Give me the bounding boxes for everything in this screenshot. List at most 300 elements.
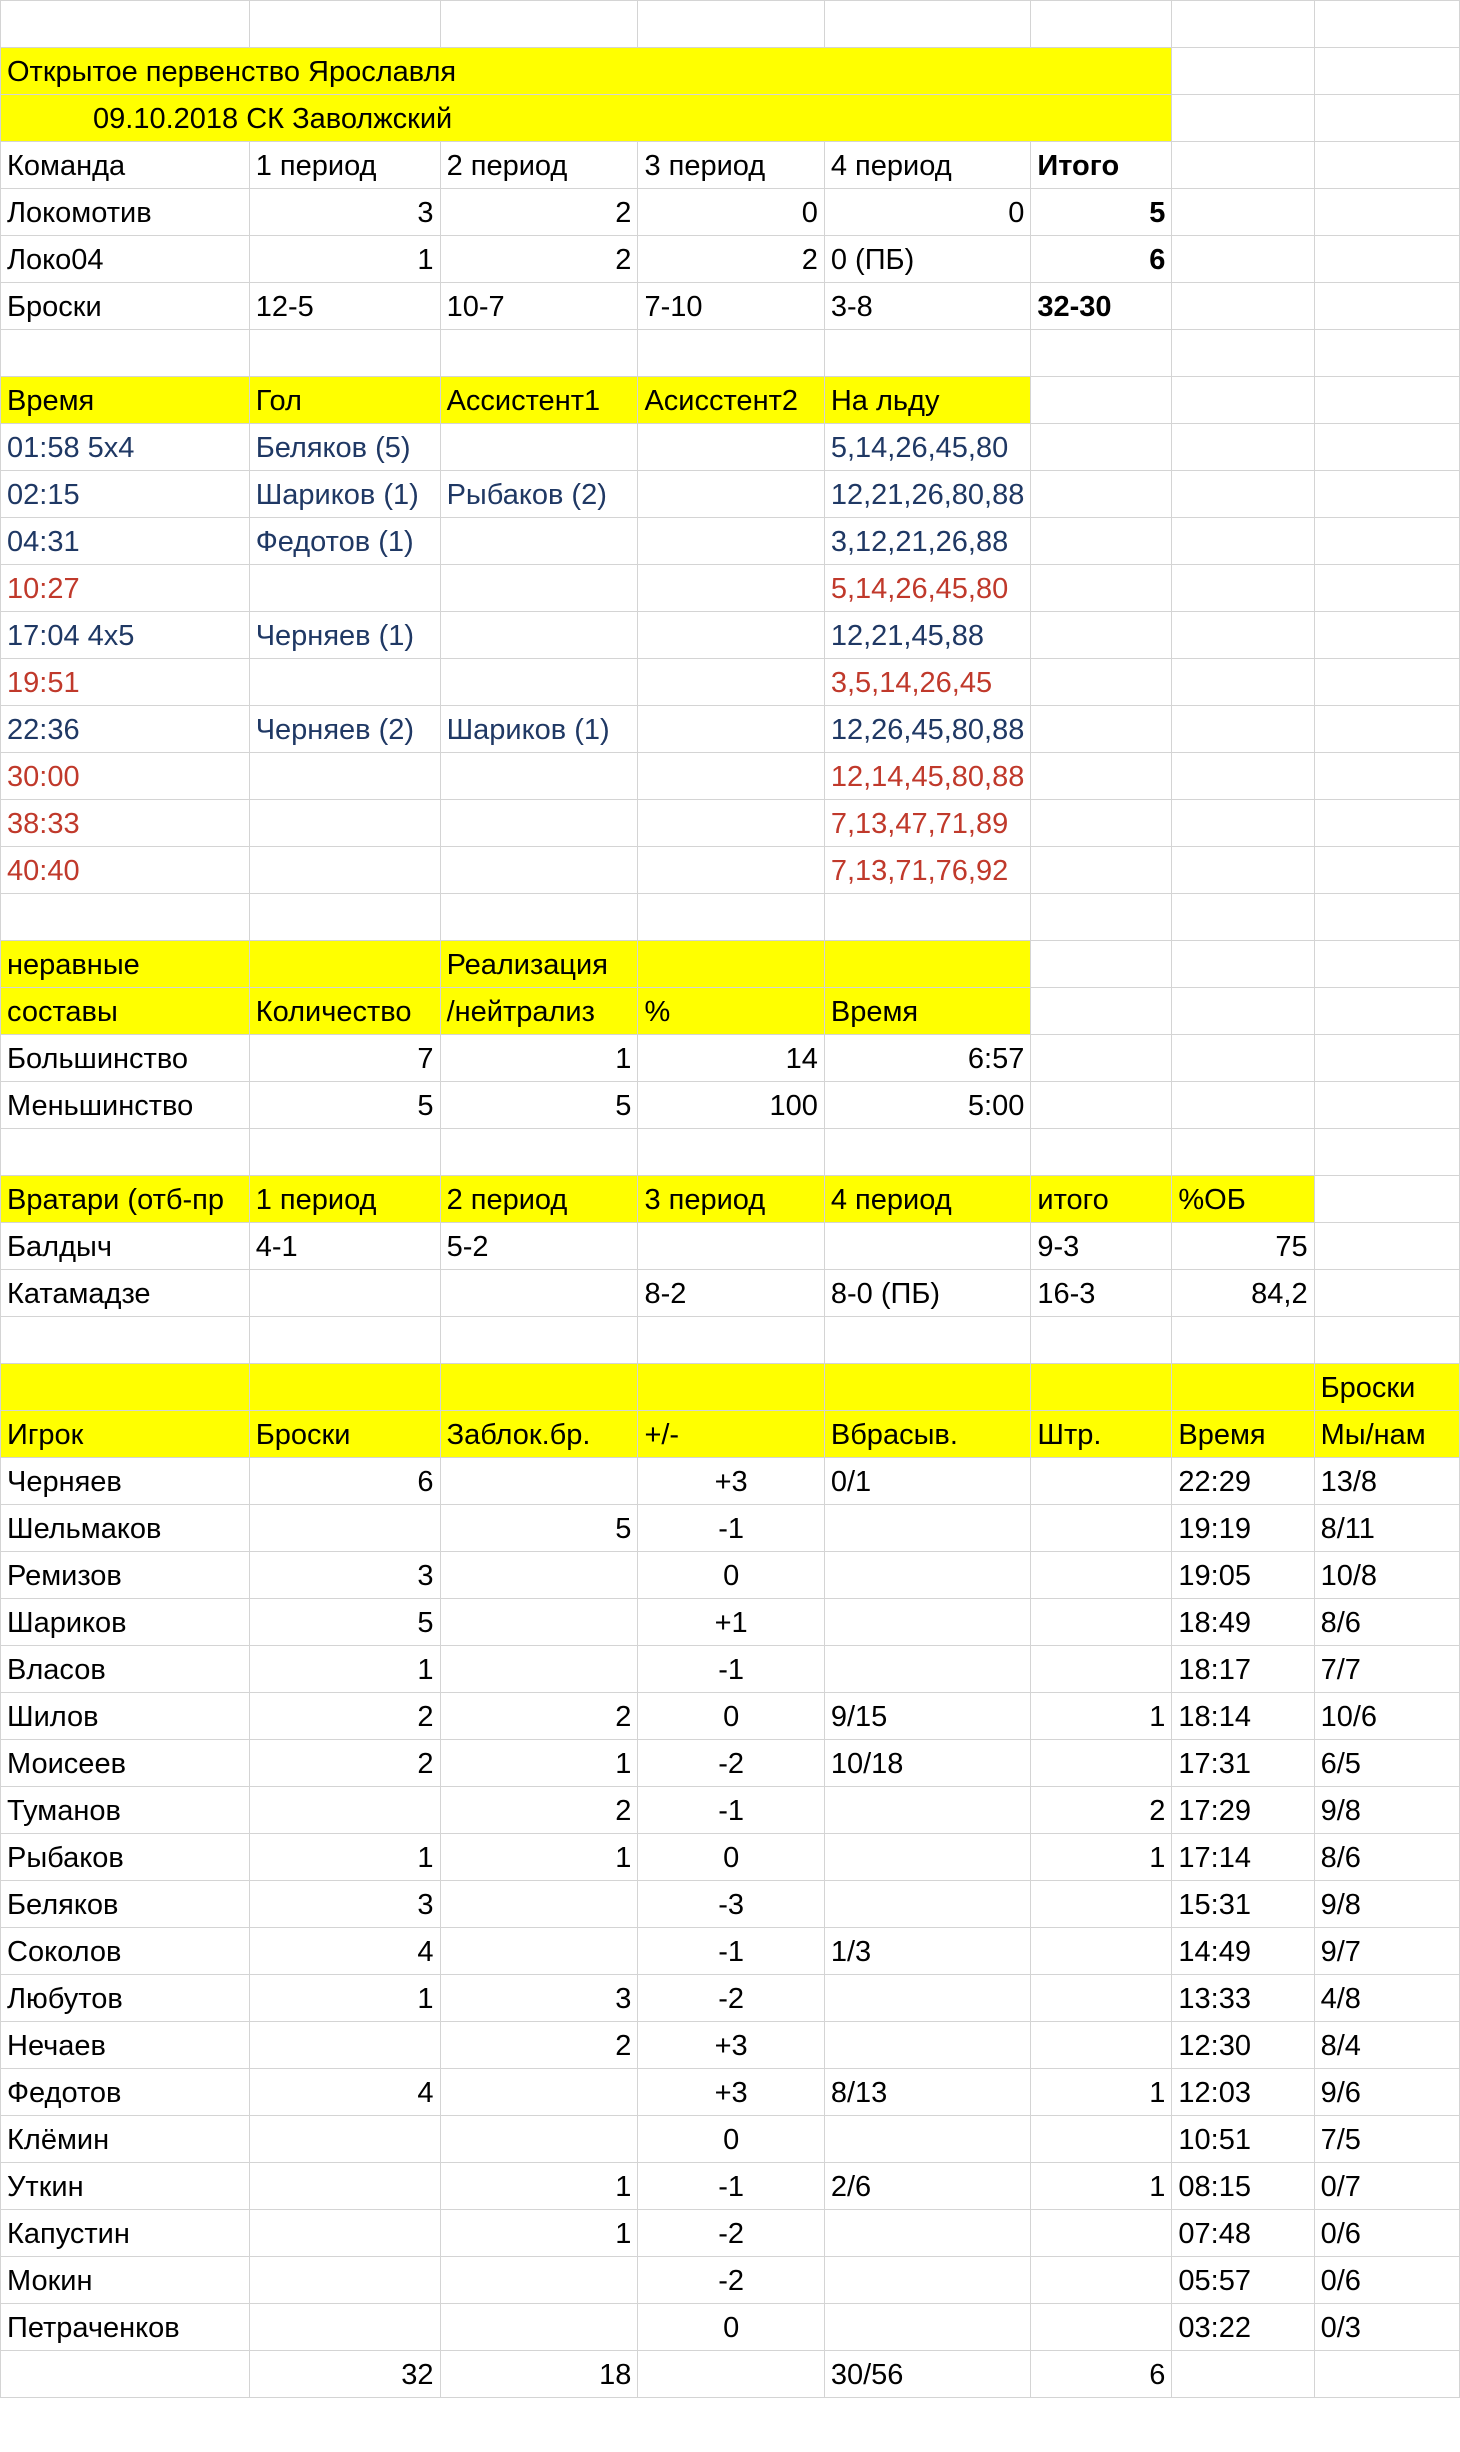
special-header[interactable]: составы [1,988,250,1035]
player-stat[interactable]: 0/1 [824,1458,1031,1505]
player-name[interactable]: Ремизов [1,1552,250,1599]
score-header[interactable]: 3 период [638,142,824,189]
goalie-value[interactable] [824,1223,1031,1270]
special-value[interactable]: 1 [440,1035,638,1082]
score-header[interactable]: 1 период [249,142,440,189]
player-stat[interactable] [440,2257,638,2304]
player-stat[interactable] [824,1787,1031,1834]
player-stat[interactable] [1031,1928,1172,1975]
special-value[interactable]: 100 [638,1082,824,1129]
goalie-value[interactable] [440,1270,638,1317]
player-stat[interactable]: 07:48 [1172,2210,1314,2257]
goalie-value[interactable]: 8-0 (ПБ) [824,1270,1031,1317]
player-stat[interactable]: 0 [638,2116,824,2163]
goal-on-ice[interactable]: 12,21,26,80,88 [824,471,1031,518]
empty-cell[interactable] [1172,565,1314,612]
player-stat[interactable] [249,2257,440,2304]
empty-cell[interactable] [1314,659,1459,706]
player-stat[interactable]: 0 [638,1552,824,1599]
goalie-value[interactable] [249,1270,440,1317]
team-name[interactable]: Локо04 [1,236,250,283]
player-total[interactable]: 32 [249,2351,440,2398]
empty-cell[interactable] [1,1317,250,1364]
empty-cell[interactable] [1031,847,1172,894]
empty-cell[interactable] [1172,1129,1314,1176]
player-name[interactable]: Любутов [1,1975,250,2022]
player-stat[interactable]: 9/8 [1314,1881,1459,1928]
player-stat[interactable] [440,2069,638,2116]
empty-cell[interactable] [824,1317,1031,1364]
player-total[interactable]: 18 [440,2351,638,2398]
empty-cell[interactable] [1172,377,1314,424]
goalie-header[interactable]: 4 период [824,1176,1031,1223]
player-stat[interactable]: 0 [638,1834,824,1881]
goals-header[interactable]: Асисстент2 [638,377,824,424]
player-stat[interactable] [440,1928,638,1975]
empty-cell[interactable] [1314,800,1459,847]
player-name[interactable]: Шилов [1,1693,250,1740]
goal-assist2[interactable] [638,847,824,894]
score-value[interactable]: 2 [440,236,638,283]
goal-time[interactable]: 04:31 [1,518,250,565]
player-stat[interactable]: 9/15 [824,1693,1031,1740]
special-header[interactable] [638,941,824,988]
player-header[interactable] [249,1364,440,1411]
player-stat[interactable] [249,2116,440,2163]
empty-cell[interactable] [1031,377,1172,424]
empty-cell[interactable] [1172,612,1314,659]
player-stat[interactable]: 1 [440,2210,638,2257]
empty-cell[interactable] [824,330,1031,377]
player-stat[interactable]: -2 [638,2210,824,2257]
empty-cell[interactable] [1172,800,1314,847]
goal-time[interactable]: 17:04 4x5 [1,612,250,659]
player-stat[interactable]: 10/6 [1314,1693,1459,1740]
player-stat[interactable]: 0/7 [1314,2163,1459,2210]
empty-cell[interactable] [1172,142,1314,189]
score-value[interactable]: 0 [638,189,824,236]
empty-cell[interactable] [1031,1129,1172,1176]
empty-cell[interactable] [1172,988,1314,1035]
player-stat[interactable]: 7/7 [1314,1646,1459,1693]
goal-scorer[interactable] [249,847,440,894]
player-stat[interactable] [824,1552,1031,1599]
empty-cell[interactable] [824,1,1031,48]
empty-cell[interactable] [440,1,638,48]
player-stat[interactable]: 8/4 [1314,2022,1459,2069]
player-stat[interactable]: 4 [249,1928,440,1975]
player-stat[interactable] [249,2022,440,2069]
player-name[interactable]: Уткин [1,2163,250,2210]
player-stat[interactable]: 1 [440,1834,638,1881]
player-stat[interactable]: 2 [1031,1787,1172,1834]
player-name[interactable]: Черняев [1,1458,250,1505]
empty-cell[interactable] [249,330,440,377]
player-stat[interactable] [1031,2257,1172,2304]
goalie-header[interactable]: 3 период [638,1176,824,1223]
player-stat[interactable]: 17:31 [1172,1740,1314,1787]
player-stat[interactable]: 10:51 [1172,2116,1314,2163]
player-stat[interactable]: 1 [440,1740,638,1787]
empty-cell[interactable] [1314,1317,1459,1364]
goal-scorer[interactable] [249,753,440,800]
goal-scorer[interactable]: Черняев (1) [249,612,440,659]
player-stat[interactable]: 19:05 [1172,1552,1314,1599]
player-stat[interactable]: 1 [1031,2163,1172,2210]
empty-cell[interactable] [1031,471,1172,518]
player-stat[interactable]: 4/8 [1314,1975,1459,2022]
empty-cell[interactable] [1172,1035,1314,1082]
empty-cell[interactable] [1031,800,1172,847]
score-header[interactable]: 2 период [440,142,638,189]
goal-scorer[interactable]: Беляков (5) [249,424,440,471]
special-header[interactable] [249,941,440,988]
player-stat[interactable]: 1 [1031,2069,1172,2116]
score-header[interactable]: 4 период [824,142,1031,189]
player-stat[interactable]: 2 [249,1693,440,1740]
empty-cell[interactable] [1314,330,1459,377]
player-header[interactable] [1031,1364,1172,1411]
empty-cell[interactable] [1314,1270,1459,1317]
player-stat[interactable]: 10/18 [824,1740,1031,1787]
special-header[interactable]: Количество [249,988,440,1035]
score-value[interactable]: 0 [824,189,1031,236]
empty-cell[interactable] [1314,894,1459,941]
player-header[interactable]: Игрок [1,1411,250,1458]
special-value[interactable]: 5 [440,1082,638,1129]
goal-assist2[interactable] [638,800,824,847]
player-stat[interactable]: 9/7 [1314,1928,1459,1975]
player-stat[interactable]: +3 [638,2069,824,2116]
player-stat[interactable]: 18:17 [1172,1646,1314,1693]
player-stat[interactable]: 14:49 [1172,1928,1314,1975]
empty-cell[interactable] [249,1129,440,1176]
goal-time[interactable]: 01:58 5x4 [1,424,250,471]
goalie-value[interactable]: 84,2 [1172,1270,1314,1317]
player-stat[interactable] [824,2116,1031,2163]
empty-cell[interactable] [1031,706,1172,753]
player-stat[interactable]: -2 [638,1975,824,2022]
empty-cell[interactable] [1,894,250,941]
goal-time[interactable]: 22:36 [1,706,250,753]
goal-assist2[interactable] [638,753,824,800]
player-header[interactable] [1,1364,250,1411]
player-total[interactable]: 6 [1031,2351,1172,2398]
player-stat[interactable] [824,1881,1031,1928]
player-stat[interactable] [440,1552,638,1599]
empty-cell[interactable] [1031,1035,1172,1082]
special-header[interactable] [824,941,1031,988]
special-value[interactable]: 7 [249,1035,440,1082]
goal-time[interactable]: 40:40 [1,847,250,894]
player-stat[interactable]: 0/6 [1314,2210,1459,2257]
player-stat[interactable]: 13/8 [1314,1458,1459,1505]
player-stat[interactable]: 10/8 [1314,1552,1459,1599]
special-value[interactable]: 5:00 [824,1082,1031,1129]
goal-assist2[interactable] [638,518,824,565]
goal-time[interactable]: 38:33 [1,800,250,847]
player-stat[interactable] [824,1599,1031,1646]
empty-cell[interactable] [1314,518,1459,565]
player-stat[interactable]: 2/6 [824,2163,1031,2210]
special-value[interactable]: 6:57 [824,1035,1031,1082]
sheet-subtitle[interactable]: 09.10.2018 СК Заволжский [1,95,1172,142]
player-stat[interactable]: 4 [249,2069,440,2116]
goal-on-ice[interactable]: 12,14,45,80,88 [824,753,1031,800]
special-label[interactable]: Большинство [1,1035,250,1082]
score-header[interactable]: Итого [1031,142,1172,189]
goal-time[interactable]: 19:51 [1,659,250,706]
empty-cell[interactable] [249,1,440,48]
empty-cell[interactable] [1031,894,1172,941]
goal-on-ice[interactable]: 7,13,71,76,92 [824,847,1031,894]
player-stat[interactable]: 12:03 [1172,2069,1314,2116]
player-stat[interactable]: 2 [440,2022,638,2069]
goal-assist1[interactable] [440,847,638,894]
special-value[interactable]: 14 [638,1035,824,1082]
player-stat[interactable]: 1 [1031,1693,1172,1740]
empty-cell[interactable] [1172,48,1314,95]
empty-cell[interactable] [1031,753,1172,800]
goal-scorer[interactable] [249,659,440,706]
goalie-value[interactable]: 9-3 [1031,1223,1172,1270]
empty-cell[interactable] [1172,753,1314,800]
empty-cell[interactable] [1031,1082,1172,1129]
goal-on-ice[interactable]: 12,21,45,88 [824,612,1031,659]
empty-cell[interactable] [1172,236,1314,283]
player-total[interactable] [1,2351,250,2398]
empty-cell[interactable] [1031,330,1172,377]
empty-cell[interactable] [1314,1,1459,48]
player-header[interactable]: Броски [249,1411,440,1458]
empty-cell[interactable] [638,1317,824,1364]
empty-cell[interactable] [824,1129,1031,1176]
team-name[interactable]: Локомотив [1,189,250,236]
player-stat[interactable] [824,1646,1031,1693]
goal-time[interactable]: 30:00 [1,753,250,800]
player-total[interactable]: 30/56 [824,2351,1031,2398]
empty-cell[interactable] [1172,518,1314,565]
goalie-value[interactable]: 75 [1172,1223,1314,1270]
goalie-header[interactable]: %ОБ [1172,1176,1314,1223]
player-stat[interactable]: 18:49 [1172,1599,1314,1646]
player-stat[interactable]: 3 [249,1881,440,1928]
goalie-header[interactable]: Вратари (отб-пр [1,1176,250,1223]
goal-on-ice[interactable]: 12,26,45,80,88 [824,706,1031,753]
empty-cell[interactable] [1314,1129,1459,1176]
player-stat[interactable]: +3 [638,2022,824,2069]
empty-cell[interactable] [440,1129,638,1176]
player-stat[interactable]: 0/6 [1314,2257,1459,2304]
goal-assist1[interactable] [440,565,638,612]
player-stat[interactable]: 05:57 [1172,2257,1314,2304]
player-header[interactable]: Броски [1314,1364,1459,1411]
player-stat[interactable]: 5 [440,1505,638,1552]
player-stat[interactable] [440,1646,638,1693]
special-header[interactable]: % [638,988,824,1035]
goal-on-ice[interactable]: 3,12,21,26,88 [824,518,1031,565]
player-stat[interactable] [440,1599,638,1646]
goal-scorer[interactable] [249,565,440,612]
empty-cell[interactable] [1314,95,1459,142]
player-stat[interactable] [440,1881,638,1928]
empty-cell[interactable] [638,1129,824,1176]
player-name[interactable]: Капустин [1,2210,250,2257]
score-value[interactable]: 32-30 [1031,283,1172,330]
goalie-value[interactable]: 8-2 [638,1270,824,1317]
score-value[interactable]: 5 [1031,189,1172,236]
empty-cell[interactable] [1172,1317,1314,1364]
empty-cell[interactable] [638,894,824,941]
player-stat[interactable] [1031,1599,1172,1646]
empty-cell[interactable] [1172,894,1314,941]
empty-cell[interactable] [1031,424,1172,471]
player-stat[interactable] [1031,1975,1172,2022]
empty-cell[interactable] [1314,941,1459,988]
player-stat[interactable]: 9/8 [1314,1787,1459,1834]
player-stat[interactable] [440,2304,638,2351]
empty-cell[interactable] [1031,518,1172,565]
special-header[interactable]: Реализация [440,941,638,988]
goals-header[interactable]: Ассистент1 [440,377,638,424]
goal-assist2[interactable] [638,659,824,706]
player-name[interactable]: Моисеев [1,1740,250,1787]
empty-cell[interactable] [1172,424,1314,471]
goalie-header[interactable]: 1 период [249,1176,440,1223]
empty-cell[interactable] [1172,95,1314,142]
goal-assist2[interactable] [638,471,824,518]
player-total[interactable] [1314,2351,1459,2398]
empty-cell[interactable] [1031,565,1172,612]
player-stat[interactable]: 2 [440,1787,638,1834]
player-stat[interactable]: +3 [638,1458,824,1505]
score-header[interactable]: Команда [1,142,250,189]
empty-cell[interactable] [1314,1223,1459,1270]
empty-cell[interactable] [824,894,1031,941]
player-stat[interactable]: 0 [638,2304,824,2351]
player-stat[interactable]: -2 [638,2257,824,2304]
player-total[interactable] [1172,2351,1314,2398]
player-total[interactable] [638,2351,824,2398]
player-stat[interactable] [824,2210,1031,2257]
score-value[interactable]: 3-8 [824,283,1031,330]
empty-cell[interactable] [1172,1,1314,48]
score-value[interactable]: 7-10 [638,283,824,330]
empty-cell[interactable] [1172,330,1314,377]
empty-cell[interactable] [1314,1176,1459,1223]
player-stat[interactable] [249,2210,440,2257]
player-name[interactable]: Рыбаков [1,1834,250,1881]
player-stat[interactable] [1031,1505,1172,1552]
player-stat[interactable]: 15:31 [1172,1881,1314,1928]
empty-cell[interactable] [638,1,824,48]
empty-cell[interactable] [1314,424,1459,471]
player-stat[interactable]: 13:33 [1172,1975,1314,2022]
player-name[interactable]: Туманов [1,1787,250,1834]
empty-cell[interactable] [1314,471,1459,518]
player-stat[interactable] [1031,1881,1172,1928]
goal-assist2[interactable] [638,612,824,659]
player-name[interactable]: Федотов [1,2069,250,2116]
goal-assist2[interactable] [638,706,824,753]
empty-cell[interactable] [249,894,440,941]
player-header[interactable]: Вбрасыв. [824,1411,1031,1458]
player-name[interactable]: Шельмаков [1,1505,250,1552]
empty-cell[interactable] [1314,1082,1459,1129]
goal-time[interactable]: 10:27 [1,565,250,612]
score-value[interactable]: 1 [249,236,440,283]
goal-assist1[interactable] [440,612,638,659]
goal-assist1[interactable] [440,753,638,800]
player-stat[interactable] [1031,1552,1172,1599]
player-stat[interactable]: 12:30 [1172,2022,1314,2069]
player-header[interactable]: Заблок.бр. [440,1411,638,1458]
player-stat[interactable] [1031,2116,1172,2163]
player-stat[interactable] [824,1975,1031,2022]
sheet-title[interactable]: Открытое первенство Ярославля [1,48,1172,95]
goal-assist1[interactable]: Рыбаков (2) [440,471,638,518]
player-stat[interactable]: 17:29 [1172,1787,1314,1834]
player-stat[interactable]: -3 [638,1881,824,1928]
goalie-header[interactable]: итого [1031,1176,1172,1223]
player-header[interactable]: Время [1172,1411,1314,1458]
player-stat[interactable] [1031,2022,1172,2069]
player-name[interactable]: Власов [1,1646,250,1693]
empty-cell[interactable] [1172,941,1314,988]
goalie-value[interactable]: 16-3 [1031,1270,1172,1317]
special-header[interactable]: /нейтрализ [440,988,638,1035]
goal-assist2[interactable] [638,424,824,471]
goal-on-ice[interactable]: 5,14,26,45,80 [824,565,1031,612]
player-stat[interactable] [824,1834,1031,1881]
player-stat[interactable]: 5 [249,1599,440,1646]
player-stat[interactable] [249,2304,440,2351]
player-header[interactable]: +/- [638,1411,824,1458]
player-stat[interactable]: 7/5 [1314,2116,1459,2163]
player-stat[interactable] [249,1505,440,1552]
empty-cell[interactable] [638,330,824,377]
empty-cell[interactable] [1314,189,1459,236]
player-name[interactable]: Клёмин [1,2116,250,2163]
empty-cell[interactable] [1172,471,1314,518]
empty-cell[interactable] [440,894,638,941]
score-value[interactable]: 10-7 [440,283,638,330]
player-header[interactable] [638,1364,824,1411]
special-header[interactable]: неравные [1,941,250,988]
player-stat[interactable]: 6 [249,1458,440,1505]
empty-cell[interactable] [1172,189,1314,236]
goal-on-ice[interactable]: 7,13,47,71,89 [824,800,1031,847]
score-value[interactable]: 0 (ПБ) [824,236,1031,283]
player-stat[interactable]: 8/6 [1314,1599,1459,1646]
player-stat[interactable]: 8/13 [824,2069,1031,2116]
goalie-value[interactable]: 5-2 [440,1223,638,1270]
player-stat[interactable]: 2 [440,1693,638,1740]
empty-cell[interactable] [1031,1,1172,48]
empty-cell[interactable] [1172,659,1314,706]
empty-cell[interactable] [440,330,638,377]
goal-scorer[interactable]: Черняев (2) [249,706,440,753]
goal-assist2[interactable] [638,565,824,612]
empty-cell[interactable] [1314,988,1459,1035]
empty-cell[interactable] [1314,612,1459,659]
goals-header[interactable]: На льду [824,377,1031,424]
player-stat[interactable]: 1/3 [824,1928,1031,1975]
empty-cell[interactable] [1314,565,1459,612]
score-value[interactable]: 2 [638,236,824,283]
player-stat[interactable] [1031,1458,1172,1505]
player-stat[interactable]: -1 [638,1646,824,1693]
